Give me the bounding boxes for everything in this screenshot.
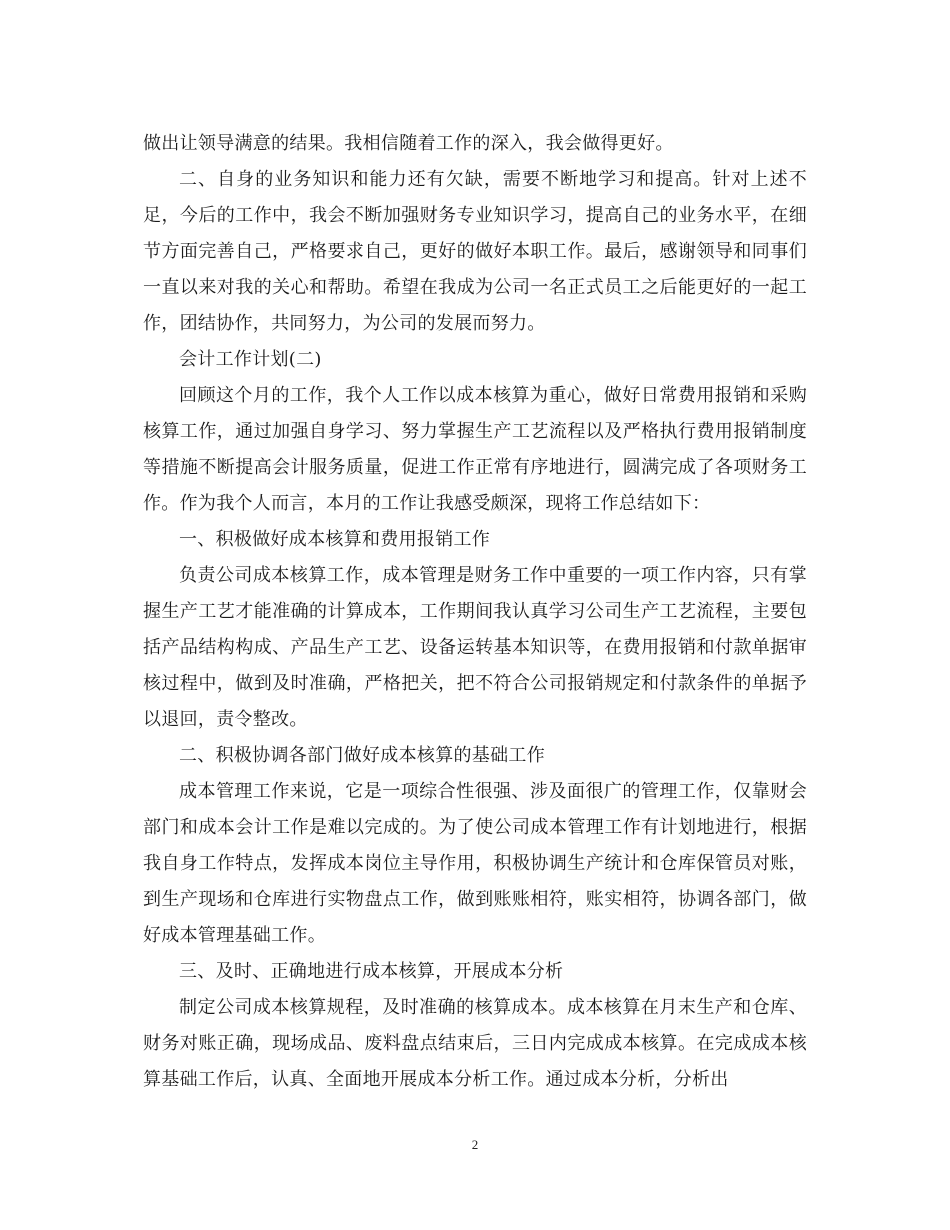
heading-item-one: 一、积极做好成本核算和费用报销工作 — [179, 529, 491, 550]
paragraph-review: 回顾这个月的工作，我个人工作以成本核算为重心，做好日常费用报销和采购核算工作，通过加强自身学习、努力掌握生产工艺流程以及严格执行费用报销制度等措施不断提高会计服务质量，促进工作正常有序地进行，圆满完成了各项财务工作。作为我个人而言，本月的工作让我感受颇深，现将工作总结如下： — [143, 385, 807, 514]
heading-item-two: 二、积极协调各部门做好成本核算的基础工作 — [179, 745, 545, 766]
section-title-plan-two: 会计工作计划(二) — [179, 349, 322, 370]
page-number: 2 — [471, 1137, 479, 1152]
document-body — [143, 126, 807, 1098]
paragraph-cost-accounting: 负责公司成本核算工作，成本管理是财务工作中重要的一项工作内容，只有掌握生产工艺才能准确的计算成本，工作期间我认真学习公司生产工艺流程，主要包括产品结构构成、产品生产工艺、设备运转基本知识等，在费用报销和付款单据审核过程中，做到及时准确，严格把关，把不符合公司报销规定和付款条件的单据予以退回，责令整改。 — [143, 565, 807, 730]
paragraph-section-two: 二、自身的业务知识和能力还有欠缺，需要不断地学习和提高。针对上述不足，今后的工作中，我会不断加强财务专业知识学习，提高自己的业务水平，在细节方面完善自己，严格要求自己，更好的做好本职工作。最后，感谢领导和同事们一直以来对我的关心和帮助。希望在我成为公司一名正式员工之后能更好的一起工作，团结协作，共同努力，为公司的发展而努力。 — [143, 169, 807, 334]
heading-item-three: 三、及时、正确地进行成本核算，开展成本分析 — [179, 961, 564, 982]
paragraph-coordination: 成本管理工作来说，它是一项综合性很强、涉及面很广的管理工作，仅靠财会部门和成本会计工作是难以完成的。为了使公司成本管理工作有计划地进行，根据我自身工作特点，发挥成本岗位主导作用，积极协调生产统计和仓库保管员对账，到生产现场和仓库进行实物盘点工作，做到账账相符，账实相符，协调各部门，做好成本管理基础工作。 — [143, 781, 807, 946]
paragraph-continuation: 做出让领导满意的结果。我相信随着工作的深入，我会做得更好。 — [143, 133, 674, 154]
paragraph-cost-analysis: 制定公司成本核算规程，及时准确的核算成本。成本核算在月末生产和仓库、财务对账正确，现场成品、废料盘点结束后，三日内完成成本核算。在完成成本核算基础工作后，认真、全面地开展成本分析工作。通过成本分析，分析出 — [143, 997, 807, 1090]
